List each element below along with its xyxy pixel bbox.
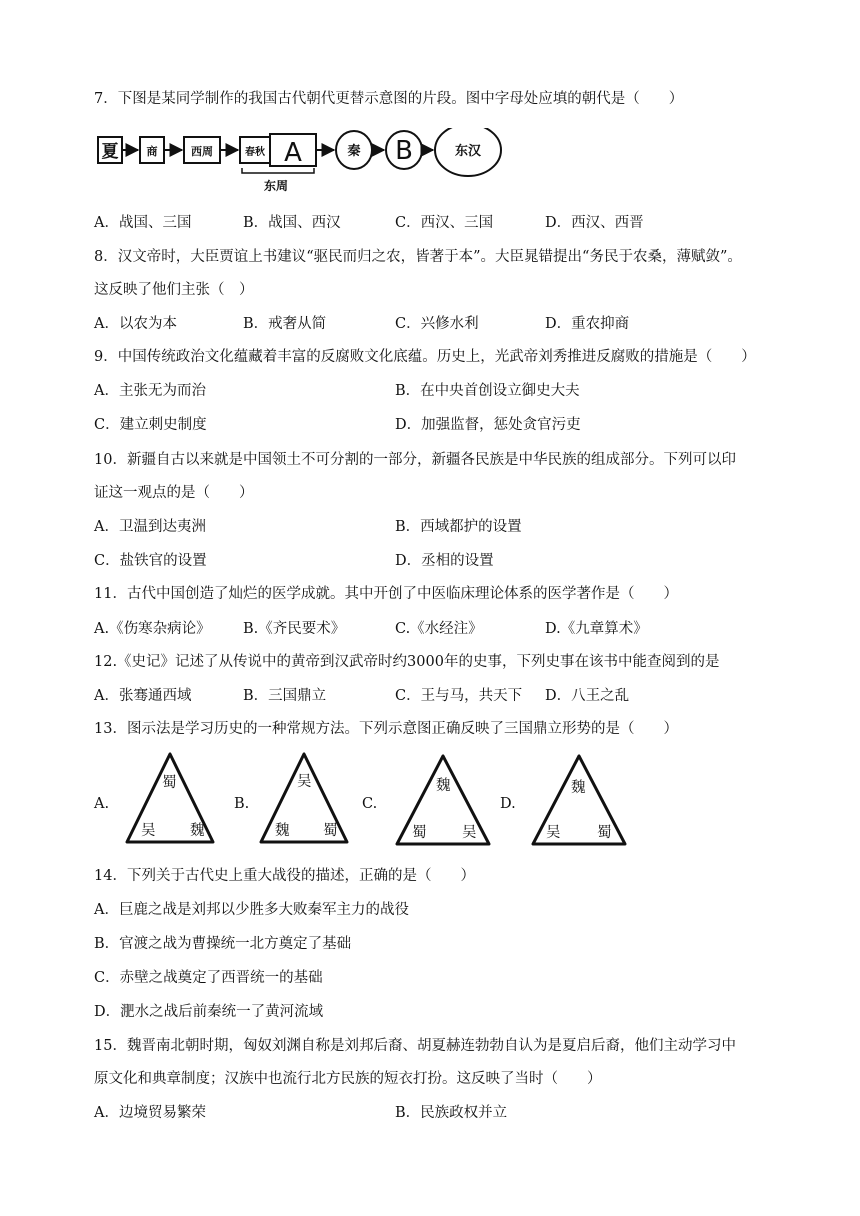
q10-stem-line1: 10．新疆自古以来就是中国领土不可分割的一部分，新疆各民族是中华民族的组成部分。下列可以印	[94, 452, 736, 468]
circle-qin-text: 秦	[347, 144, 361, 159]
q13-c-top: 魏	[436, 778, 451, 794]
q10-stem-line2: 证这一观点的是（ ）	[94, 485, 254, 501]
q11-option-d[interactable]: D.《九章算术》	[545, 621, 648, 637]
q13-c-left: 蜀	[412, 825, 427, 841]
q13-a-right: 魏	[190, 823, 205, 839]
q12-stem: 12.《史记》记述了从传说中的黄帝到汉武帝时约3000年的史事，下列史事在该书中能查阅到的是	[94, 654, 720, 670]
circle-b-text: B	[395, 136, 413, 166]
q15-option-b[interactable]: B．民族政权并立	[395, 1105, 508, 1121]
q10-option-c[interactable]: C．盐铁官的设置	[94, 553, 207, 569]
q15-stem-line2: 原文化和典章制度；汉族中也流行北方民族的短衣打扮。这反映了当时（ ）	[94, 1071, 602, 1087]
q13-option-c-letter[interactable]: C.	[362, 796, 378, 812]
q13-option-d-triangle[interactable]	[530, 752, 628, 848]
box-chunqiu-text: 春秋	[245, 147, 265, 158]
q14-option-b[interactable]: B．官渡之战为曹操统一北方奠定了基础	[94, 936, 352, 952]
q12-option-b[interactable]: B．三国鼎立	[243, 688, 327, 704]
q8-stem-line2: 这反映了他们主张（ ）	[94, 282, 254, 298]
q13-d-left: 吴	[546, 825, 561, 841]
q13-option-d-letter[interactable]: D.	[500, 796, 516, 812]
q9-option-a[interactable]: A．主张无为而治	[94, 383, 206, 399]
q7-option-b[interactable]: B．战国、西汉	[243, 215, 341, 231]
q15-stem-line1: 15．魏晋南北朝时期，匈奴刘渊自称是刘邦后裔、胡夏赫连勃勃自认为是夏启后裔，他们主动学习中	[94, 1038, 736, 1054]
q9-option-d[interactable]: D．加强监督，惩处贪官污吏	[395, 417, 581, 433]
box-xia-text: 夏	[101, 142, 119, 162]
q13-option-a-letter[interactable]: A.	[94, 796, 110, 812]
q8-option-b[interactable]: B．戒奢从简	[243, 316, 327, 332]
q13-d-right: 蜀	[597, 825, 612, 841]
q9-option-b[interactable]: B．在中央首创设立御史大夫	[395, 383, 580, 399]
q14-option-d[interactable]: D．淝水之战后前秦统一了黄河流域	[94, 1004, 324, 1020]
q8-option-d[interactable]: D．重农抑商	[545, 316, 630, 332]
q11-stem: 11．古代中国创造了灿烂的医学成就。其中开创了中医临床理论体系的医学著作是（ ）	[94, 586, 678, 602]
q8-option-c[interactable]: C．兴修水利	[395, 316, 479, 332]
q14-stem: 14．下列关于古代史上重大战役的描述，正确的是（ ）	[94, 868, 475, 884]
q13-option-c-triangle[interactable]	[394, 752, 492, 848]
q7-option-d[interactable]: D．西汉、西晋	[545, 215, 644, 231]
q14-option-a[interactable]: A．巨鹿之战是刘邦以少胜多大败秦军主力的战役	[94, 902, 409, 918]
box-a-text: A	[284, 138, 302, 168]
dongzhou-label: 东周	[263, 179, 289, 193]
q13-stem: 13．图示法是学习历史的一种常规方法。下列示意图正确反映了三国鼎立形势的是（ ）	[94, 721, 678, 737]
q13-option-b-letter[interactable]: B.	[234, 796, 250, 812]
q10-option-a[interactable]: A．卫温到达夷洲	[94, 519, 206, 535]
q13-a-left: 吴	[141, 823, 156, 839]
circle-donghan-text: 东汉	[454, 144, 482, 159]
q9-stem: 9．中国传统政治文化蕴藏着丰富的反腐败文化底蕴。历史上，光武帝刘秀推进反腐败的措施是（ ）	[94, 349, 756, 365]
q15-option-a[interactable]: A．边境贸易繁荣	[94, 1105, 206, 1121]
q13-b-top: 吴	[297, 774, 312, 790]
q13-d-top: 魏	[571, 780, 586, 796]
q8-option-a[interactable]: A．以农为本	[94, 316, 177, 332]
box-xizhou-text: 西周	[191, 145, 213, 158]
dynasty-diagram	[96, 128, 516, 196]
q12-option-a[interactable]: A．张骞通西域	[94, 688, 192, 704]
q7-option-a[interactable]: A．战国、三国	[94, 215, 192, 231]
q12-option-d[interactable]: D．八王之乱	[545, 688, 630, 704]
q8-stem-line1: 8．汉文帝时，大臣贾谊上书建议“驱民而归之农，皆著于本”。大臣晁错提出“务民于农桑，薄赋敛”。	[94, 249, 742, 265]
q13-b-left: 魏	[275, 823, 290, 839]
q11-option-a[interactable]: A.《伤寒杂病论》	[94, 621, 211, 637]
q13-a-top: 蜀	[162, 775, 177, 791]
box-shang-text: 商	[146, 145, 158, 158]
q13-b-right: 蜀	[323, 823, 338, 839]
q10-option-b[interactable]: B．西域都护的设置	[395, 519, 522, 535]
q14-option-c[interactable]: C．赤壁之战奠定了西晋统一的基础	[94, 970, 323, 986]
q9-option-c[interactable]: C．建立刺史制度	[94, 417, 207, 433]
q7-stem: 7．下图是某同学制作的我国古代朝代更替示意图的片段。图中字母处应填的朝代是（ ）	[94, 91, 684, 107]
q7-option-c[interactable]: C．西汉、三国	[395, 215, 494, 231]
q11-option-b[interactable]: B.《齐民要术》	[243, 621, 346, 637]
dongzhou-bracket	[242, 168, 314, 173]
q11-option-c[interactable]: C.《水经注》	[395, 621, 483, 637]
q12-option-c[interactable]: C．王与马，共天下	[395, 688, 523, 704]
q13-c-right: 吴	[462, 825, 477, 841]
q10-option-d[interactable]: D．丞相的设置	[395, 553, 494, 569]
